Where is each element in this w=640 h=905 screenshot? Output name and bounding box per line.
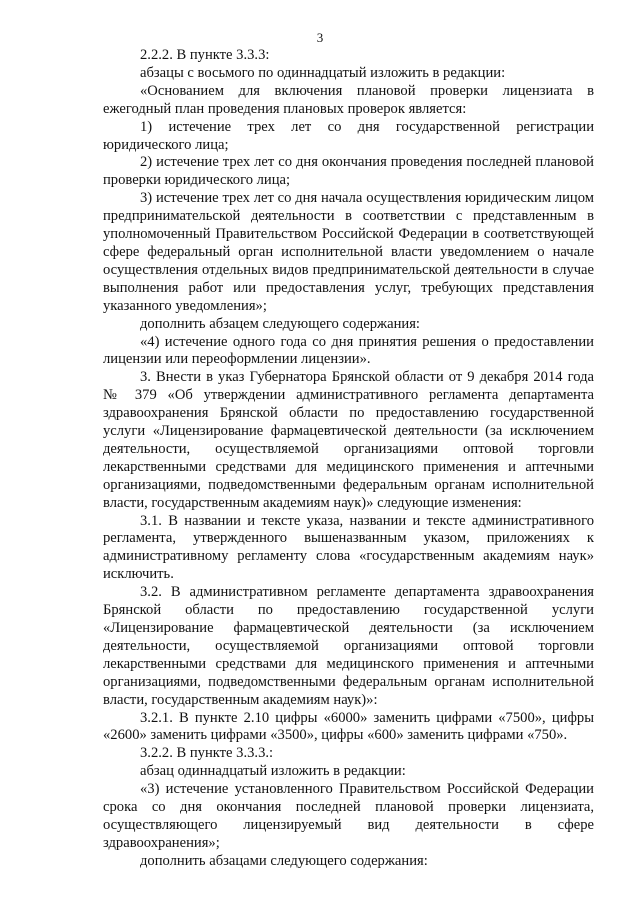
paragraph: «Основанием для включения плановой проверки лицензиата в ежегодный план проведения плановых проверок является: xyxy=(103,82,594,117)
paragraph: «3) истечение установленного Правительством Российской Федерации срока со дня окончания последней плановой проверки лицензиата, осуществляющего лицензируемый вид деятельности в сфере здравоохранения»; xyxy=(103,781,594,851)
paragraph: 3.2. В административном регламенте департамента здравоохранения Брянской области по предоставлению государственной услуги «Лицензирование фармацевтической деятельности (за исключением деятельности, осуществляемой организациями оптовой торговли лекарственными средствами для медицинского применения и аптечными организациями, подведомственными федеральным органам исполнительной власти, государственным академиям наук)»: xyxy=(103,584,594,708)
paragraph: 2.2.2. В пункте 3.3.3: xyxy=(140,47,270,63)
document-body xyxy=(103,47,594,871)
paragraph: 2) истечение трех лет со дня окончания проведения последней плановой проверки юридического лица; xyxy=(103,154,594,189)
paragraph: 3.2.1. В пункте 2.10 цифры «6000» заменить цифрами «7500», цифры «2600» заменить цифрами «3500», цифры «600» заменить цифрами «750». xyxy=(103,709,594,744)
paragraph: абзацы с восьмого по одиннадцатый изложить в редакции: xyxy=(140,64,506,81)
paragraph: «4) истечение одного года со дня принятия решения о предоставлении лицензии или переоформлении лицензии». xyxy=(103,333,594,368)
paragraph: абзац одиннадцатый изложить в редакции: xyxy=(140,763,406,780)
paragraph: 3.1. В названии и тексте указа, названии и тексте административного регламента, утвержденного вышеназванным указом, приложениях к административному регламенту слова «государственным академиям наук» исключить. xyxy=(103,512,594,583)
paragraph: 1) истечение трех лет со дня государственной регистрации юридического лица; xyxy=(103,118,594,153)
paragraph: дополнить абзацем следующего содержания: xyxy=(140,315,420,332)
paragraph: 3. Внести в указ Губернатора Брянской области от 9 декабря 2014 года № 379 «Об утверждении административного регламента департамента здравоохранения Брянской области по предоставлению государственной услуги «Лицензирование фармацевтической деятельности (за исключением деятельности, осуществляемой организациями оптовой торговли лекарственными средствами для медицинского применения и аптечными организациями, подведомственными федеральным органам исполнительной власти, государственным академиям наук)» следующие изменения: xyxy=(103,369,594,511)
paragraph: 3.2.2. В пункте 3.3.3.: xyxy=(140,745,274,762)
paragraph: дополнить абзацами следующего содержания: xyxy=(140,852,428,869)
paragraph: 3) истечение трех лет со дня начала осуществления юридическим лицом предпринимательской деятельности в соответствии с представленным в уполномоченный Правительством Российской Федерации в соответствующей сфере федеральный орган исполнительной власти уведомлением о начале осуществления отдельных видов предпринимательской деятельности в случае выполнения работ или предоставления услуг, требующих представления указанного уведомления»; xyxy=(103,190,594,314)
page-number: 3 xyxy=(316,30,324,45)
